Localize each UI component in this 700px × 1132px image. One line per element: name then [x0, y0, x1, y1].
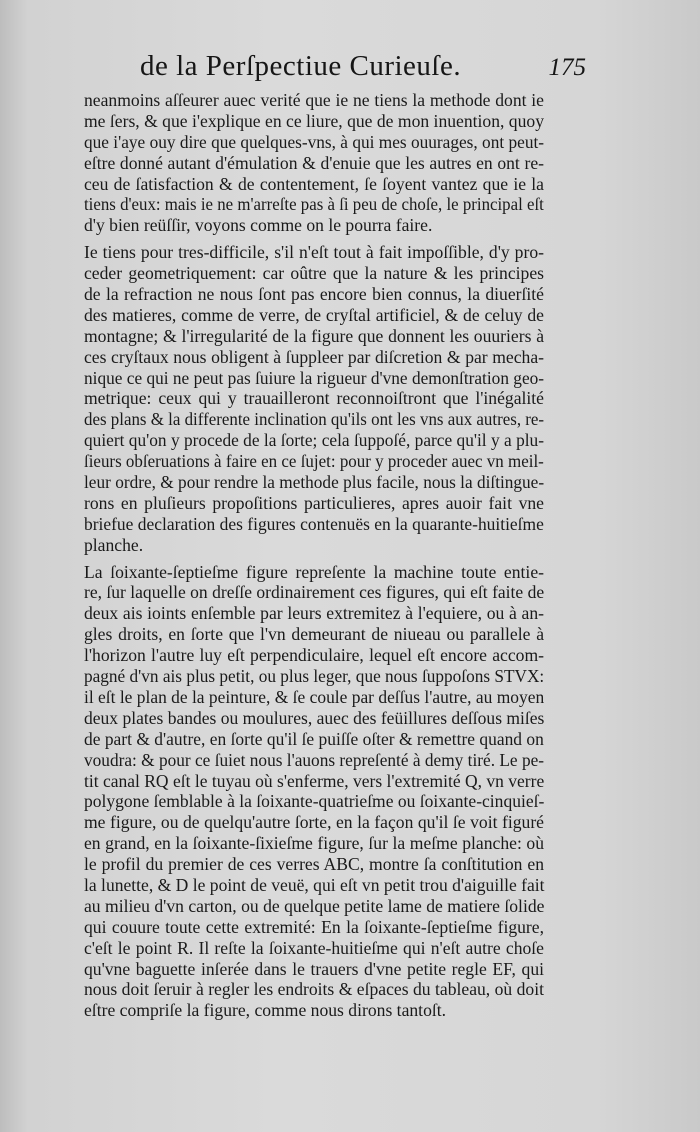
text-line: en grand, en la ſoixante-ſixieſme figure, ſur la meſme planche: où — [84, 833, 544, 854]
text-line: de part & d'autre, en ſorte qu'il ſe puiſſe oſter & remettre quand on — [84, 728, 544, 749]
text-line: ceder geometriquement: car oûtre que la nature & les principes — [84, 263, 544, 284]
text-line: polygone ſemblable à la ſoixante-quatrieſme ou ſoixante-cinquieſ- — [84, 791, 545, 812]
text-line: tit canal RQ eſt le tuyau où s'enferme, vers l'extremité Q, vn verre — [84, 770, 545, 791]
text-line: rons en pluſieurs propoſitions particulieres, apres auoir fait vne — [84, 492, 544, 513]
text-line: ces cryſtaux nous obligent à ſuppleer par diſcretion & par mecha- — [84, 346, 544, 367]
text-line: de la refraction ne nous ſont pas encore bien connus, la diuerſité — [84, 284, 544, 305]
text-line: pagné d'vn ais plus petit, ou plus leger, que nous ſuppoſons STVX: — [84, 666, 545, 687]
text-line: quiert qu'on y procede de la ſorte; cela ſuppoſé, parce qu'il y a plu- — [84, 430, 544, 451]
text-line: eſtre compriſe la figure, comme nous dirons tantoſt. — [84, 1000, 447, 1021]
text-line: eſtre donné autant d'émulation & d'enuie que les autres en ont re- — [84, 152, 544, 173]
text-line: que i'aye ouy dire que quelques-vns, à qui mes ouurages, ont peut- — [84, 131, 545, 152]
text-line: me figure, ou de quelqu'autre ſorte, en la façon qu'il ſe voit figuré — [84, 812, 544, 833]
text-line: neanmoins aſſeurer auec verité que ie ne tiens la methode dont ie — [84, 90, 544, 110]
text-line: l'horizon l'autre luy eſt perpendiculaire, lequel eſt encore accom- — [84, 645, 544, 666]
text-line: qui couure toute cette extremité: En la ſoixante-ſeptieſme figure, — [84, 916, 544, 937]
text-line: qu'vne baguette inſerée dans le trauers d'vne petite regle EF, qui — [84, 958, 544, 979]
text-line: planche. — [84, 534, 144, 555]
text-line: deux plates bandes ou moulures, auec des feüillures deſſous miſes — [84, 707, 545, 728]
text-line: nous doit ſeruir à regler les endroits & eſpaces du tableau, où doit — [84, 979, 544, 1000]
text-line: re, ſur laquelle on dreſſe ordinairement ces figures, qui eſt faite de — [84, 582, 545, 603]
text-line: nique ce qui ne peut pas ſuiure la rigueur d'vne demonſtration geo- — [84, 367, 545, 388]
text-line: montagne; & l'irregularité de la figure que donnent les ouuriers à — [84, 325, 544, 346]
text-line: c'eſt le point R. Il reſte la ſoixante-huitieſme qui n'eſt autre choſe — [84, 937, 544, 958]
text-line: des plans & la differente inclination qu'ils ont les vns aux autres, re- — [84, 409, 545, 430]
paragraph — [84, 562, 544, 1022]
text-line: tiens d'eux: mais ie ne m'arreſte pas à ſi peu de choſe, le principal eſt — [84, 194, 544, 215]
text-line: briefue declaration des figures contenuës en la quarante-huitieſme — [84, 513, 544, 534]
text-line: deux ais ioints enſemble par leurs extremitez à l'equiere, ou à an- — [84, 603, 544, 624]
text-line: voudra: & pour ce ſuiet nous l'auons repreſenté à demy tiré. Le pe- — [84, 749, 545, 770]
text-line: La ſoixante-ſeptieſme figure repreſente la machine toute entie- — [84, 561, 544, 582]
page-number: 175 — [548, 54, 586, 81]
text-line: le profil du premier de ces verres ABC, montre ſa conſtitution en — [84, 854, 544, 875]
paragraph — [84, 242, 544, 555]
text-line: ceu de ſatisfaction & de contentement, ſe ſoyent vantez que ie la — [84, 173, 544, 194]
text-line: me ſers, & que i'explique en ce liure, que de mon inuention, quoy — [84, 110, 544, 131]
body-text — [84, 90, 544, 1021]
text-line: la lunette, & D le point de veuë, qui eſt vn petit trou d'aiguille fait — [84, 874, 545, 895]
paragraph — [84, 90, 544, 236]
text-line: il eſt le plan de la peinture, & ſe coule par deſſus l'autre, au moyen — [84, 686, 545, 707]
text-line: metrique: ceux qui y trauailleront reconnoiſtront que l'inégalité — [84, 388, 544, 409]
text-line: au milieu d'vn carton, ou de quelque petite lame de matiere ſolide — [84, 895, 545, 916]
text-line: Ie tiens pour tres-difficile, s'il n'eſt tout à fait impoſſible, d'y pro- — [84, 242, 544, 263]
running-title: de la Perſpectiue Curieuſe. — [140, 50, 462, 82]
page-header — [140, 50, 586, 86]
text-line: d'y bien reüſſir, voyons comme on le pourra faire. — [84, 215, 433, 236]
text-line: leur ordre, & pour rendre la methode plus facile, nous la diſtingue- — [84, 472, 545, 493]
text-line: ſieurs obſeruations à faire en ce ſujet: pour y proceder auec vn meil- — [84, 451, 544, 472]
text-line: gles droits, en ſorte que l'vn demeurant de niueau ou parallele à — [84, 624, 544, 645]
text-line: des matieres, comme de verre, de cryſtal artificiel, & de celuy de — [84, 304, 544, 325]
